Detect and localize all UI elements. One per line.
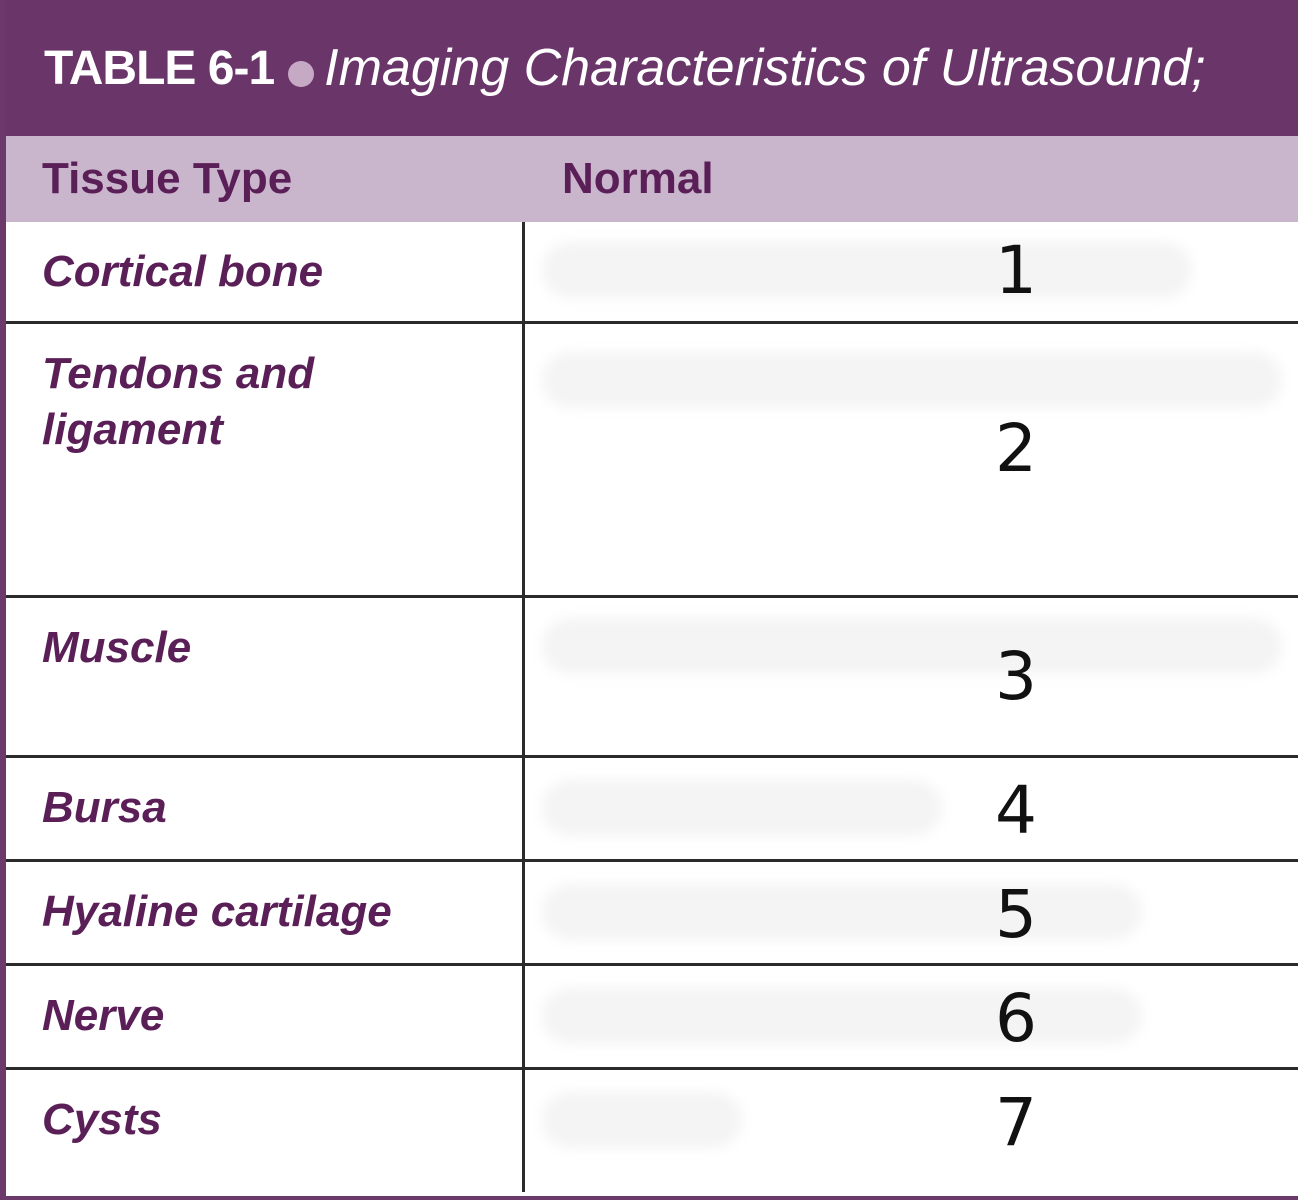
table-row bbox=[6, 598, 1298, 758]
answer-number: 7 bbox=[995, 1084, 1037, 1161]
tissue-type-cell: Cysts bbox=[42, 1095, 162, 1144]
table-row bbox=[6, 862, 1298, 966]
table-title-bar bbox=[6, 0, 1298, 136]
tissue-type-cell: Bursa bbox=[42, 783, 167, 832]
redacted-answer bbox=[542, 352, 1282, 408]
tissue-type-cell: Nerve bbox=[42, 991, 165, 1040]
table-row bbox=[6, 324, 1298, 598]
bullet-dot-icon bbox=[288, 61, 314, 87]
column-header-normal: Normal bbox=[562, 154, 714, 203]
answer-number: 3 bbox=[995, 638, 1037, 715]
tissue-type-cell: Tendons and ligament bbox=[42, 349, 315, 454]
redacted-answer bbox=[542, 242, 1192, 298]
redacted-answer bbox=[542, 618, 1282, 674]
table-caption: Imaging Characteristics of Ultrasound; bbox=[324, 39, 1206, 97]
redacted-answer bbox=[542, 780, 942, 836]
answer-number: 2 bbox=[995, 410, 1037, 487]
table-header-row bbox=[6, 136, 1298, 222]
tissue-type-cell: Cortical bone bbox=[42, 247, 324, 296]
table-number: TABLE 6-1 bbox=[44, 41, 275, 95]
tissue-type-cell: Hyaline cartilage bbox=[42, 887, 392, 936]
answer-number: 6 bbox=[995, 980, 1037, 1057]
answer-number: 1 bbox=[995, 232, 1037, 309]
tissue-type-cell: Muscle bbox=[42, 623, 192, 672]
answer-number: 5 bbox=[995, 876, 1037, 953]
answer-number: 4 bbox=[995, 772, 1037, 849]
table-row bbox=[6, 222, 1298, 324]
redacted-answer bbox=[542, 1092, 742, 1148]
column-divider bbox=[522, 222, 525, 1192]
table-row bbox=[6, 758, 1298, 862]
table-row bbox=[6, 966, 1298, 1070]
table-row bbox=[6, 1070, 1298, 1192]
column-header-tissue-type: Tissue Type bbox=[42, 154, 293, 203]
